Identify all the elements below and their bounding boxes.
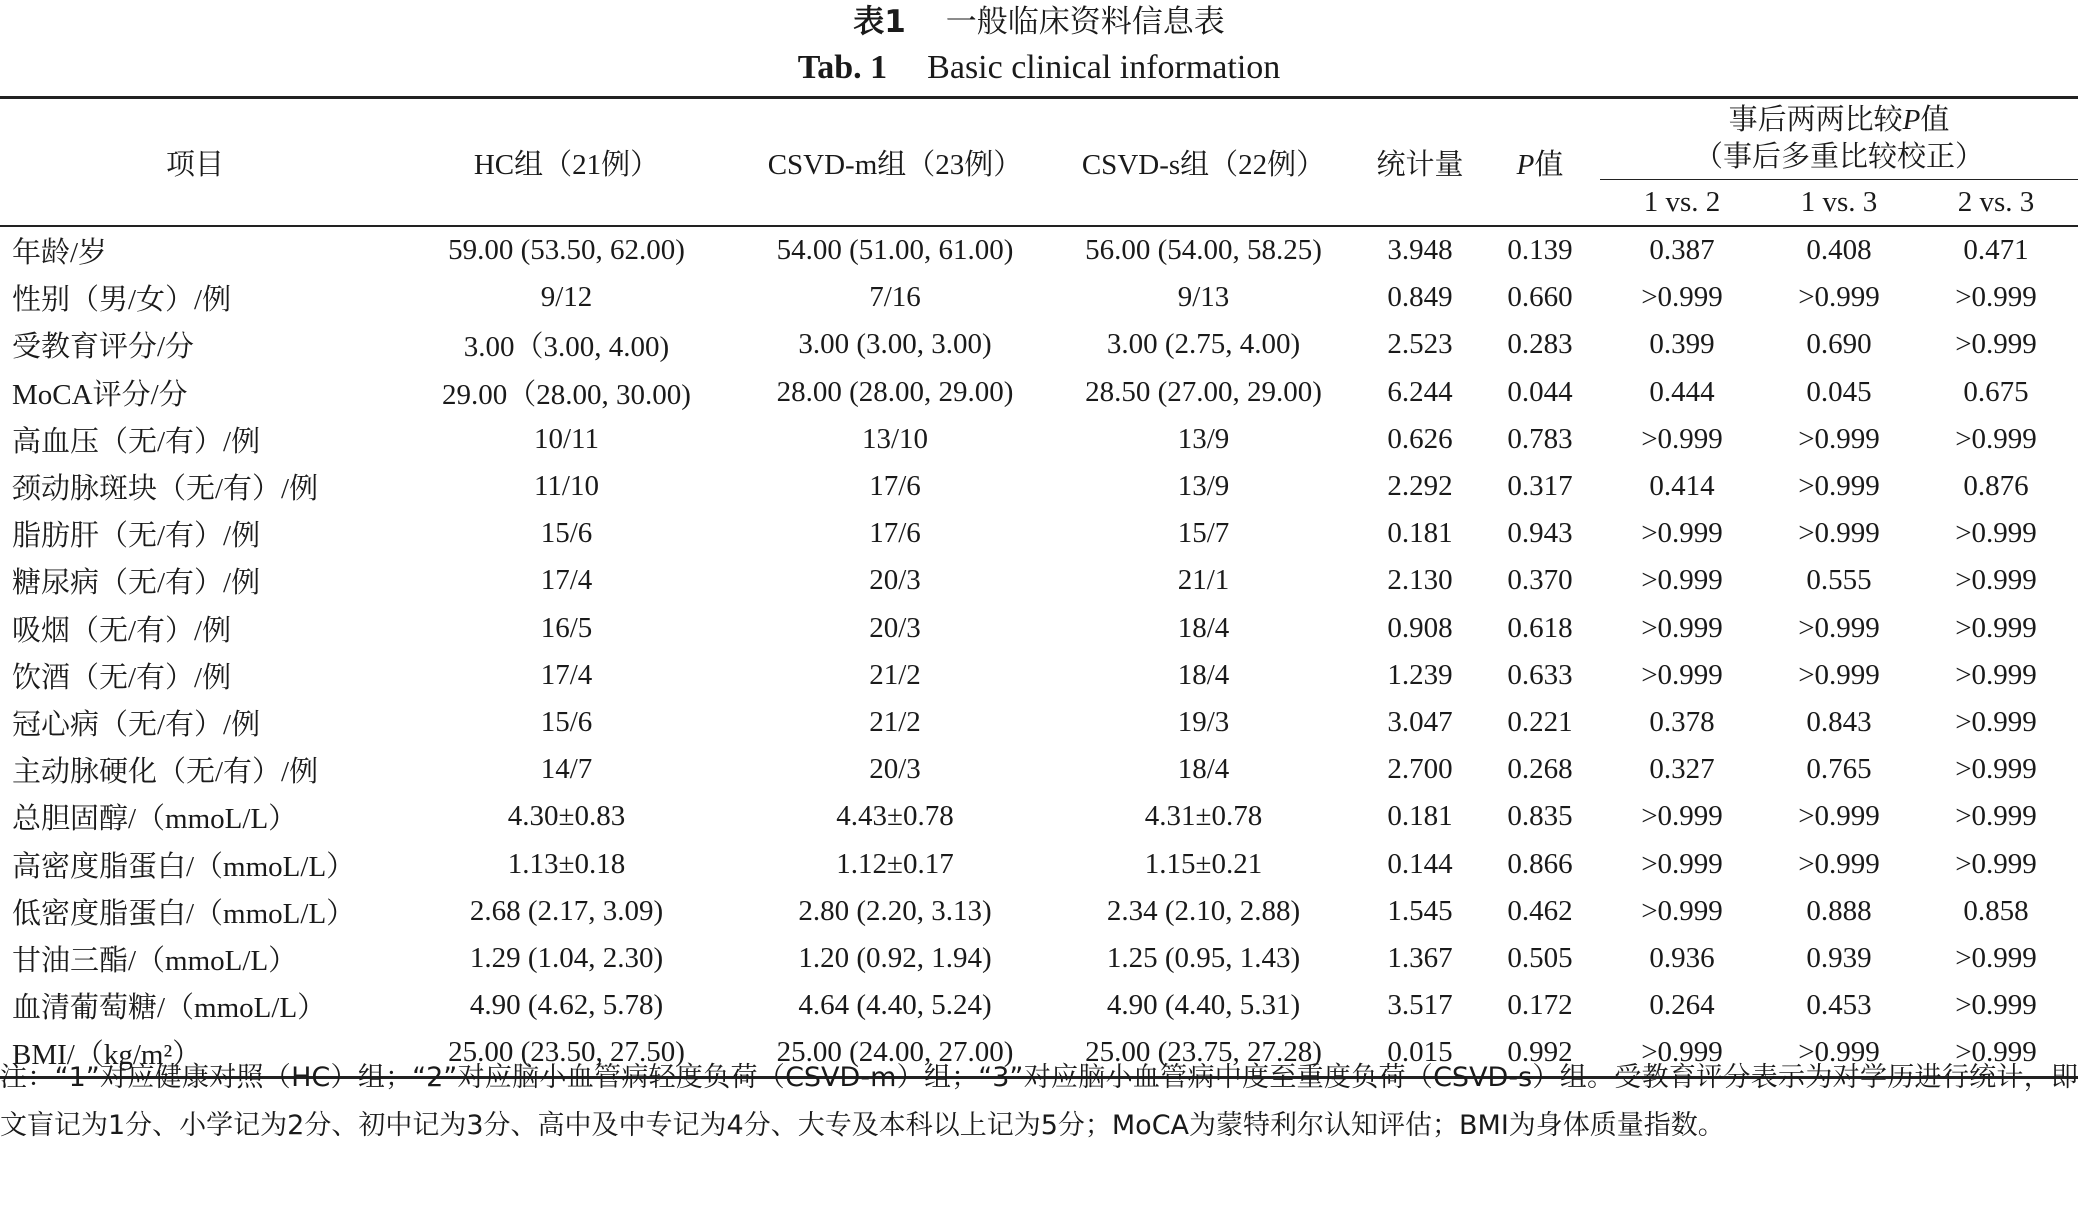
cell-p: 0.283 — [1507, 328, 1573, 361]
col-header-1vs3: 1 vs. 3 — [1764, 180, 1914, 227]
cell-p-1vs2: >0.999 — [1641, 894, 1723, 927]
cell-stat: 3.948 — [1387, 234, 1453, 267]
cell-p-1vs3: 0.555 — [1806, 564, 1872, 597]
cell-item: 年龄/岁 — [12, 237, 108, 270]
cell-csvd-s: 4.31±0.78 — [1144, 800, 1263, 833]
cell-stat: 1.545 — [1387, 894, 1453, 927]
caption-cn-label: 表1 — [853, 4, 906, 40]
cell-hc: 2.68 (2.17, 3.09) — [469, 894, 664, 927]
cell-csvd-m: 1.12±0.17 — [836, 847, 954, 880]
cell-hc: 17/4 — [540, 564, 593, 597]
table-row — [0, 369, 2078, 416]
cell-p-1vs3: >0.999 — [1798, 611, 1880, 644]
cell-p-1vs3: >0.999 — [1798, 281, 1880, 314]
cell-csvd-s: 9/13 — [1177, 281, 1230, 314]
cell-stat: 0.181 — [1387, 800, 1453, 833]
cell-p-2vs3: >0.999 — [1955, 564, 2037, 597]
table-row — [0, 274, 2078, 321]
table-row — [0, 226, 2078, 274]
cell-stat: 3.047 — [1387, 705, 1453, 738]
caption-english — [0, 48, 2078, 88]
cell-csvd-m: 2.80 (2.20, 3.13) — [798, 894, 992, 927]
cell-stat: 2.700 — [1387, 753, 1453, 786]
cell-p-1vs2: 0.444 — [1649, 375, 1715, 408]
cell-p: 0.139 — [1507, 234, 1573, 267]
cell-csvd-m: 20/3 — [869, 753, 921, 786]
cell-p-1vs3: >0.999 — [1798, 800, 1880, 833]
table-row — [0, 793, 2078, 840]
cell-p-2vs3: >0.999 — [1955, 281, 2037, 314]
cell-p-1vs2: >0.999 — [1641, 517, 1723, 550]
cell-csvd-s: 1.25 (0.95, 1.43) — [1106, 941, 1301, 974]
cell-p-2vs3: 0.858 — [1963, 894, 2029, 927]
cell-p: 0.044 — [1507, 375, 1573, 408]
cell-p-1vs2: 0.378 — [1649, 705, 1715, 738]
cell-item: MoCA评分/分 — [12, 378, 188, 411]
cell-p-1vs3: >0.999 — [1764, 1029, 1914, 1078]
cell-stat: 0.144 — [1387, 847, 1453, 880]
table-row — [0, 510, 2078, 557]
cell-p-1vs2: 0.387 — [1649, 234, 1715, 267]
cell-csvd-s: 18/4 — [1177, 611, 1230, 644]
cell-p-2vs3: >0.999 — [1955, 328, 2037, 361]
cell-p-1vs3: >0.999 — [1798, 847, 1880, 880]
cell-p-1vs3: 0.690 — [1806, 328, 1872, 361]
cell-p-2vs3: >0.999 — [1914, 1029, 2078, 1078]
cell-hc: 11/10 — [534, 470, 599, 503]
cell-p-1vs2: 0.936 — [1649, 941, 1715, 974]
table-row — [0, 605, 2078, 652]
col-header-csvd-s: CSVD-s组（22例） — [1047, 98, 1360, 227]
cell-p-1vs2: >0.999 — [1641, 658, 1723, 691]
cell-p-2vs3: 0.876 — [1963, 470, 2029, 503]
cell-p: 0.462 — [1507, 894, 1573, 927]
caption-en-text: Basic clinical information — [927, 49, 1281, 86]
col-header-csvd-m: CSVD-m组（23例） — [743, 98, 1047, 227]
cell-p-1vs3: >0.999 — [1798, 470, 1880, 503]
cell-csvd-m: 7/16 — [869, 281, 921, 314]
cell-csvd-m: 17/6 — [869, 470, 921, 503]
caption-chinese — [0, 0, 2078, 42]
cell-p-2vs3: >0.999 — [1955, 753, 2037, 786]
cell-p-2vs3: 0.675 — [1963, 375, 2029, 408]
cell-csvd-m: 4.64 (4.40, 5.24) — [798, 989, 992, 1022]
cell-p-1vs3: 0.939 — [1806, 941, 1872, 974]
cell-stat: 0.181 — [1387, 517, 1453, 550]
cell-csvd-s: 2.34 (2.10, 2.88) — [1106, 894, 1301, 927]
cell-stat: 1.239 — [1387, 658, 1453, 691]
cell-p-2vs3: >0.999 — [1955, 800, 2037, 833]
cell-p: 0.172 — [1507, 989, 1573, 1022]
cell-p: 0.317 — [1507, 470, 1573, 503]
cell-p-1vs3: 0.888 — [1806, 894, 1872, 927]
cell-p: 0.866 — [1507, 847, 1573, 880]
cell-item: 甘油三酯/（mmoL/L） — [12, 944, 298, 977]
cell-csvd-s: 13/9 — [1177, 422, 1230, 455]
cell-item: 高血压（无/有）/例 — [12, 425, 261, 458]
table-row — [0, 746, 2078, 793]
cell-csvd-m: 1.20 (0.92, 1.94) — [798, 941, 992, 974]
table-footnote: 注：“1”对应健康对照（HC）组；“2”对应脑小血管病轻度负荷（CSVD-m）组；“3”对应脑小血管病中度至重度负荷（CSVD-s）组。受教育评分表示为对学历进行统计，即文盲记为1分、小学记为2分、初中记为3分、高中及中专记为4分、大专及本科以上记为5分；MoCA为蒙特利尔认知评估；BMI为身体质量指数。 — [0, 1062, 2078, 1141]
cell-hc: 59.00 (53.50, 62.00) — [448, 234, 685, 267]
cell-hc: 9/12 — [540, 281, 593, 314]
cell-p: 0.835 — [1507, 800, 1573, 833]
cell-p-2vs3: >0.999 — [1955, 422, 2037, 455]
cell-hc: 1.13±0.18 — [507, 847, 626, 880]
cell-csvd-m: 54.00 (51.00, 61.00) — [776, 234, 1014, 267]
cell-item: 高密度脂蛋白/（mmoL/L） — [12, 850, 356, 883]
cell-p: 0.783 — [1507, 422, 1573, 455]
cell-p: 0.633 — [1507, 658, 1573, 691]
cell-csvd-s: 15/7 — [1177, 517, 1230, 550]
cell-hc: 16/5 — [540, 611, 593, 644]
cell-p: 0.992 — [1480, 1029, 1600, 1078]
cell-p-1vs2: 0.414 — [1649, 470, 1715, 503]
cell-csvd-s: 13/9 — [1177, 470, 1230, 503]
cell-hc: 15/6 — [540, 517, 593, 550]
cell-p-1vs2: >0.999 — [1641, 800, 1723, 833]
table-row — [0, 463, 2078, 510]
cell-p: 0.618 — [1507, 611, 1573, 644]
table-row — [0, 557, 2078, 604]
cell-csvd-m: 25.00 (24.00, 27.00) — [743, 1029, 1047, 1078]
table-row — [0, 935, 2078, 982]
cell-hc: 14/7 — [540, 753, 593, 786]
cell-hc: 25.00 (23.50, 27.50) — [390, 1029, 743, 1078]
cell-item: 受教育评分/分 — [12, 331, 195, 364]
table-row — [0, 888, 2078, 935]
cell-stat: 3.517 — [1387, 989, 1453, 1022]
cell-stat: 0.908 — [1387, 611, 1453, 644]
cell-csvd-m: 21/2 — [869, 705, 921, 738]
cell-p-2vs3: >0.999 — [1955, 517, 2037, 550]
cell-p-1vs3: >0.999 — [1798, 422, 1880, 455]
cell-hc: 1.29 (1.04, 2.30) — [469, 941, 664, 974]
cell-item: 饮酒（无/有）/例 — [12, 661, 232, 694]
cell-p-1vs3: >0.999 — [1798, 517, 1880, 550]
cell-p-2vs3: >0.999 — [1955, 989, 2037, 1022]
cell-p-2vs3: >0.999 — [1955, 941, 2037, 974]
col-header-hc: HC组（21例） — [390, 98, 743, 227]
cell-csvd-s: 19/3 — [1177, 705, 1230, 738]
col-header-1vs2: 1 vs. 2 — [1600, 180, 1764, 227]
clinical-info-table — [0, 96, 2078, 1079]
cell-item: 糖尿病（无/有）/例 — [12, 567, 261, 600]
cell-item: 总胆固醇/（mmoL/L） — [12, 803, 298, 836]
cell-p-1vs3: 0.408 — [1806, 234, 1872, 267]
cell-csvd-s: 25.00 (23.75, 27.28) — [1047, 1029, 1360, 1078]
cell-csvd-m: 20/3 — [869, 564, 921, 597]
cell-hc: 15/6 — [540, 705, 593, 738]
cell-csvd-s: 56.00 (54.00, 58.25) — [1085, 234, 1322, 267]
cell-item: 低密度脂蛋白/（mmoL/L） — [12, 897, 356, 930]
cell-csvd-s: 18/4 — [1177, 658, 1230, 691]
cell-item: 脂肪肝（无/有）/例 — [12, 520, 261, 553]
cell-csvd-m: 3.00 (3.00, 3.00) — [798, 328, 992, 361]
cell-p-1vs3: >0.999 — [1798, 658, 1880, 691]
cell-p-1vs3: 0.045 — [1806, 375, 1872, 408]
cell-csvd-m: 28.00 (28.00, 29.00) — [776, 375, 1014, 408]
cell-p-1vs2: >0.999 — [1600, 1029, 1764, 1078]
cell-p: 0.268 — [1507, 753, 1573, 786]
cell-hc: 29.00（28.00, 30.00) — [442, 378, 691, 411]
cell-p-2vs3: >0.999 — [1955, 847, 2037, 880]
cell-csvd-s: 21/1 — [1177, 564, 1230, 597]
table-row — [0, 840, 2078, 887]
cell-p-2vs3: >0.999 — [1955, 705, 2037, 738]
cell-csvd-m: 17/6 — [869, 517, 921, 550]
cell-p-1vs2: >0.999 — [1641, 564, 1723, 597]
col-header-item: 项目 — [0, 98, 390, 227]
caption-en-label: Tab. 1 — [797, 49, 888, 86]
cell-csvd-s: 18/4 — [1177, 753, 1230, 786]
cell-hc: 4.90 (4.62, 5.78) — [469, 989, 664, 1022]
cell-p-1vs3: 0.765 — [1806, 753, 1872, 786]
cell-csvd-s: 4.90 (4.40, 5.31) — [1106, 989, 1301, 1022]
cell-hc: 17/4 — [540, 658, 593, 691]
cell-p: 0.221 — [1507, 705, 1573, 738]
cell-p: 0.660 — [1507, 281, 1573, 314]
cell-p-2vs3: >0.999 — [1955, 658, 2037, 691]
col-header-p: P值 — [1480, 98, 1600, 227]
cell-csvd-m: 21/2 — [869, 658, 921, 691]
cell-csvd-s: 3.00 (2.75, 4.00) — [1106, 328, 1301, 361]
cell-stat: 0.626 — [1387, 422, 1453, 455]
table-row — [0, 699, 2078, 746]
cell-item: 吸烟（无/有）/例 — [12, 614, 232, 647]
cell-stat: 2.130 — [1387, 564, 1453, 597]
cell-item: 颈动脉斑块（无/有）/例 — [12, 473, 319, 506]
cell-hc: 10/11 — [534, 422, 599, 455]
cell-p-1vs2: >0.999 — [1641, 611, 1723, 644]
cell-stat: 2.292 — [1387, 470, 1453, 503]
cell-p: 0.943 — [1507, 517, 1573, 550]
cell-p-1vs2: 0.327 — [1649, 753, 1715, 786]
cell-p-1vs2: 0.399 — [1649, 328, 1715, 361]
table-row — [0, 416, 2078, 463]
cell-p: 0.505 — [1507, 941, 1573, 974]
cell-stat: 6.244 — [1387, 375, 1453, 408]
table-row — [0, 321, 2078, 368]
cell-p-2vs3: 0.471 — [1963, 234, 2029, 267]
cell-item: 性别（男/女）/例 — [12, 284, 232, 317]
col-header-stat: 统计量 — [1360, 98, 1480, 227]
cell-p: 0.370 — [1507, 564, 1573, 597]
cell-stat: 0.015 — [1360, 1029, 1480, 1078]
cell-p-1vs3: 0.453 — [1806, 989, 1872, 1022]
cell-p-1vs2: 0.264 — [1649, 989, 1715, 1022]
cell-item: 冠心病（无/有）/例 — [12, 708, 261, 741]
col-header-posthoc: 事后两两比较P值 （事后多重比较校正） — [1600, 98, 2078, 180]
cell-csvd-m: 13/10 — [861, 422, 929, 455]
cell-item: 主动脉硬化（无/有）/例 — [12, 756, 319, 789]
cell-hc: 4.30±0.83 — [507, 800, 626, 833]
col-header-2vs3: 2 vs. 3 — [1914, 180, 2078, 227]
cell-p-1vs3: 0.843 — [1806, 705, 1872, 738]
cell-p-2vs3: >0.999 — [1955, 611, 2037, 644]
cell-hc: 3.00（3.00, 4.00) — [463, 331, 670, 364]
cell-p-1vs2: >0.999 — [1641, 847, 1723, 880]
cell-csvd-m: 20/3 — [869, 611, 921, 644]
cell-stat: 0.849 — [1387, 281, 1453, 314]
cell-csvd-s: 28.50 (27.00, 29.00) — [1085, 375, 1322, 408]
cell-p-1vs2: >0.999 — [1641, 281, 1723, 314]
cell-stat: 2.523 — [1387, 328, 1453, 361]
table-row — [0, 982, 2078, 1029]
table-row — [0, 652, 2078, 699]
cell-csvd-m: 4.43±0.78 — [836, 800, 954, 833]
cell-csvd-s: 1.15±0.21 — [1144, 847, 1263, 880]
caption-cn-text: 一般临床资料信息表 — [945, 4, 1225, 40]
cell-item: BMI/（kg/m²） — [0, 1029, 390, 1078]
cell-item: 血清葡萄糖/（mmoL/L） — [12, 992, 327, 1025]
cell-stat: 1.367 — [1387, 941, 1453, 974]
table-caption — [0, 0, 2078, 88]
cell-p-1vs2: >0.999 — [1641, 422, 1723, 455]
